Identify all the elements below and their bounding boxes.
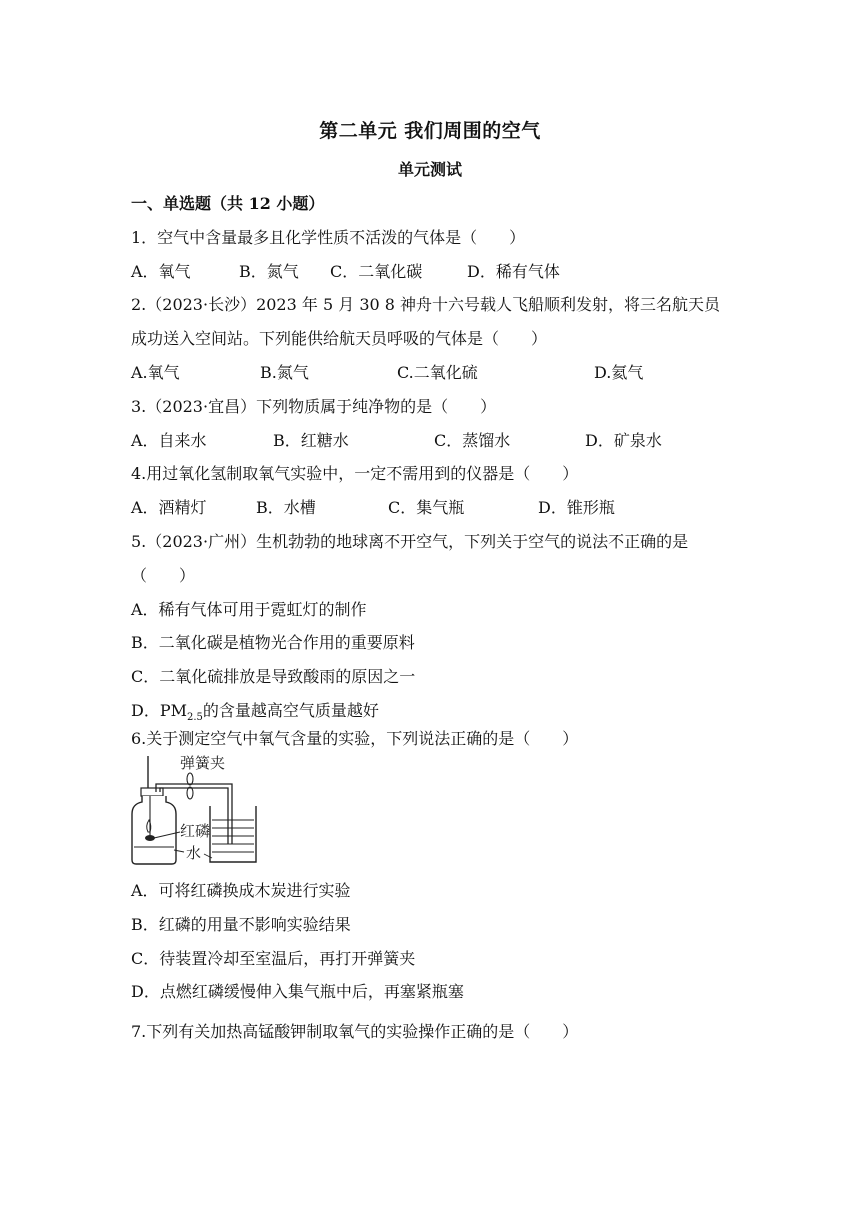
question-4-option-d: D．锥形瓶 xyxy=(538,498,615,517)
question-3-option-b: B．红糖水 xyxy=(273,431,349,450)
section-heading: 一、单选题（共 12 小题） xyxy=(131,194,325,213)
question-1-option-a: A．氧气 xyxy=(131,262,191,281)
question-6-option-c: C．待装置冷却至室温后，再打开弹簧夹 xyxy=(131,949,416,968)
question-6-stem: 6.关于测定空气中氧气含量的实验，下列说法正确的是（ ） xyxy=(131,729,579,748)
question-1-option-b: B．氮气 xyxy=(239,262,299,281)
question-3-option-d: D．矿泉水 xyxy=(585,431,662,450)
question-2-option-a: A.氧气 xyxy=(131,363,180,382)
question-5-stem-line-2: （ ） xyxy=(131,566,196,585)
page-subtitle: 单元测试 xyxy=(397,160,462,179)
question-5-option-d-rest: 的含量越高空气质量越好 xyxy=(202,701,379,720)
question-1-stem: 1．空气中含量最多且化学性质不活泼的气体是（ ） xyxy=(131,228,526,247)
question-2-option-b: B.氮气 xyxy=(260,363,309,382)
question-6-option-a: A．可将红磷换成木炭进行实验 xyxy=(131,881,351,900)
question-5-option-c: C．二氧化硫排放是导致酸雨的原因之一 xyxy=(131,667,416,686)
question-5-option-a: A．稀有气体可用于霓虹灯的制作 xyxy=(131,600,367,619)
question-5-option-b: B．二氧化碳是植物光合作用的重要原料 xyxy=(131,633,415,652)
question-5-stem-line-1: 5.（2023·广州）生机勃勃的地球离不开空气，下列关于空气的说法不正确的是 xyxy=(131,532,689,551)
question-4-stem: 4.用过氧化氢制取氧气实验中，一定不需用到的仪器是（ ） xyxy=(131,464,579,483)
question-3-option-a: A．自来水 xyxy=(131,431,207,450)
question-5-option-d-prefix: D．PM xyxy=(131,701,187,720)
question-5-option-d xyxy=(131,698,379,723)
question-2-option-c: C.二氧化硫 xyxy=(397,363,478,382)
question-4-option-b: B．水槽 xyxy=(256,498,316,517)
question-6-option-b: B．红磷的用量不影响实验结果 xyxy=(131,915,351,934)
question-6-option-d: D．点燃红磷缓慢伸入集气瓶中后，再塞紧瓶塞 xyxy=(131,982,464,1001)
question-2-stem-line-1: 2.（2023·长沙）2023 年 5 月 30 8 神舟十六号载人飞船顺利发射，将三名航天员 xyxy=(131,295,721,314)
question-4-option-c: C．集气瓶 xyxy=(388,498,465,517)
question-4-option-a: A．酒精灯 xyxy=(131,498,207,517)
question-2-stem-line-2: 成功送入空间站。下列能供给航天员呼吸的气体是（ ） xyxy=(131,329,548,348)
figure-label-water: 水 xyxy=(186,844,202,862)
figure-label-red-phosphorus: 红磷 xyxy=(180,822,211,840)
figure-label-spring-clip: 弹簧夹 xyxy=(180,754,226,772)
pm-subscript: 2.5 xyxy=(186,712,203,724)
question-1-option-c: C．二氧化碳 xyxy=(330,262,423,281)
question-3-stem: 3.（2023·宜昌）下列物质属于纯净物的是（ ） xyxy=(131,397,497,416)
page-title: 第二单元 我们周围的空气 xyxy=(319,120,541,142)
question-7-stem: 7.下列有关加热高锰酸钾制取氧气的实验操作正确的是（ ） xyxy=(131,1022,579,1041)
question-2-option-d: D.氦气 xyxy=(594,363,644,382)
question-1-option-d: D．稀有气体 xyxy=(467,262,560,281)
apparatus-diagram xyxy=(128,754,268,866)
oxygen-experiment-figure xyxy=(128,754,268,870)
question-3-option-c: C．蒸馏水 xyxy=(434,431,511,450)
